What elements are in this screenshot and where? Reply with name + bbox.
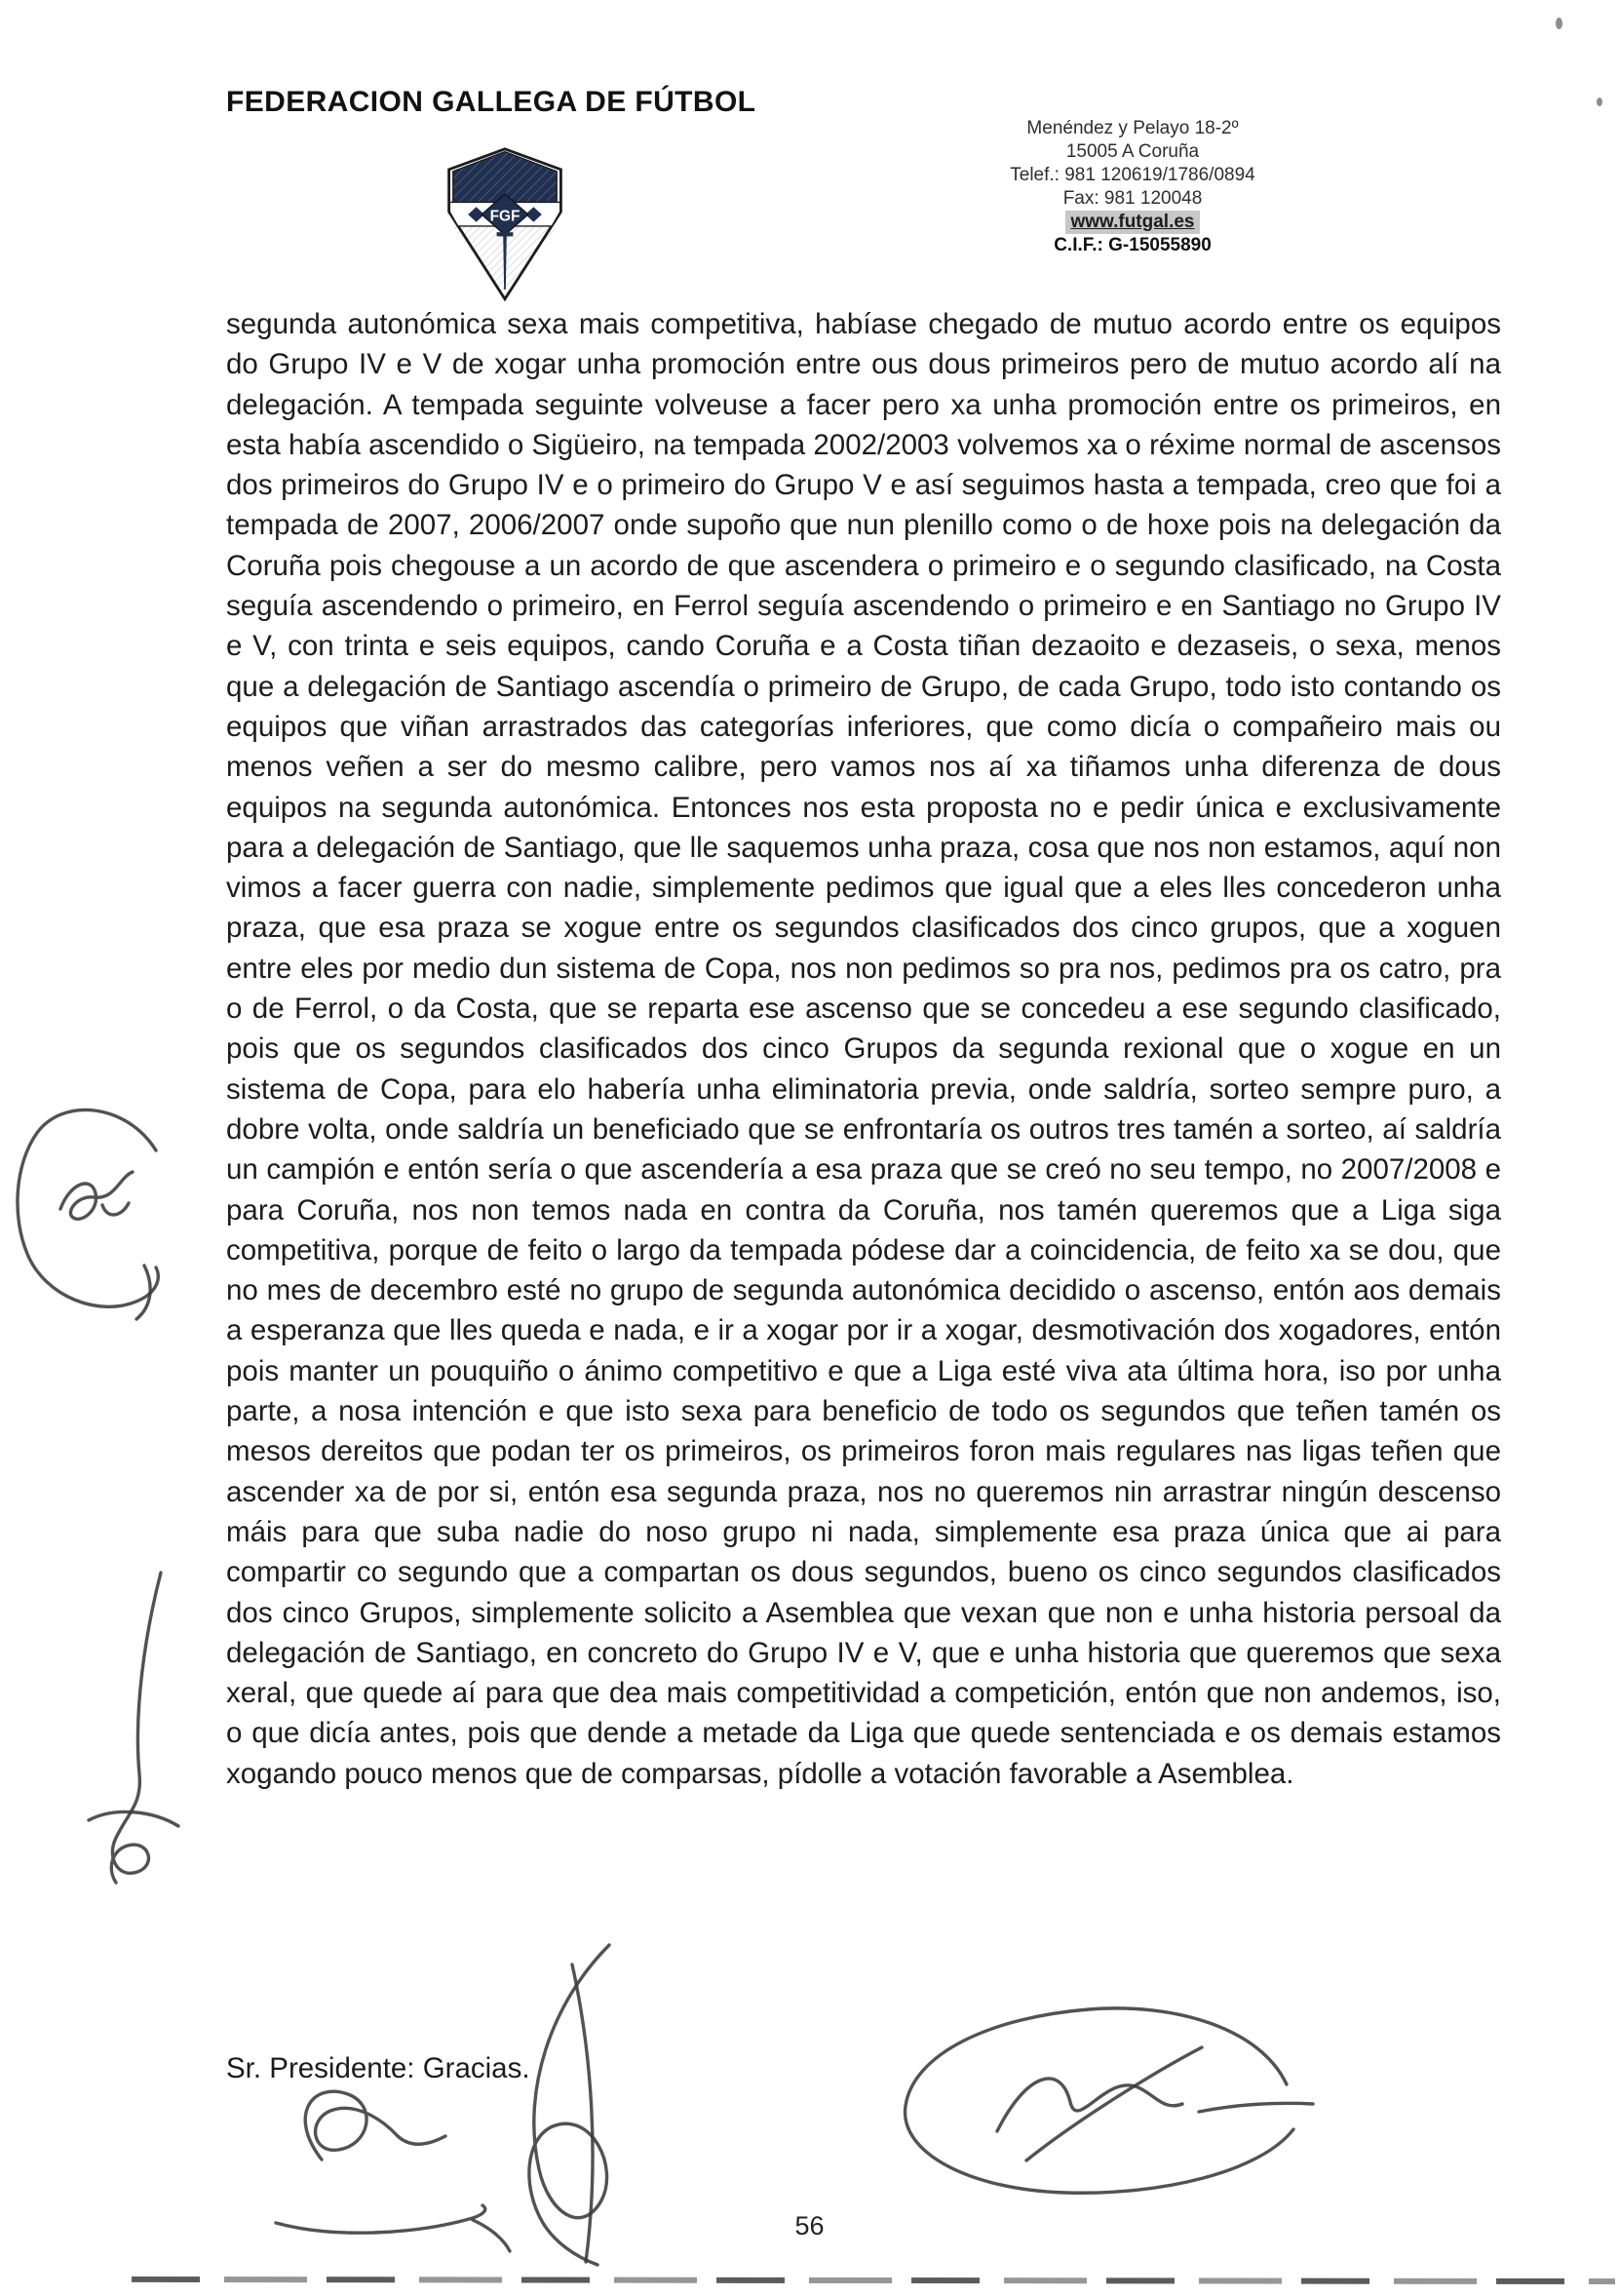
org-title: FEDERACION GALLEGA DE FÚTBOL [226,86,756,118]
phone-line: Telef.: 981 120619/1786/0894 [1010,165,1255,185]
scan-speck [1597,97,1602,106]
handwritten-signature-margin-flourish [63,1565,190,1896]
address-city: 15005 A Coruña [1065,141,1200,162]
contact-block [918,117,1347,257]
crest-shield-icon [437,146,573,303]
page-number: 56 [794,2211,825,2240]
transcript-paragraph: segunda autonómica sexa mais competitiva, habíase chegado de mutuo acordo entre os equipos do Grupo IV e V de xogar unha promoción entre ous dous primeiros pero de mutuo acordo alí na delegación. A tempada seguinte volveuse a facer pero xa unha promoción entre os primeiros, en esta había ascendido o Sigüeiro, na tempada 2002/2003 volvemos xa o réxime normal de ascensos dos primeiros do Grupo IV e o primeiro do Grupo V e así seguimos hasta a tempada, creo que foi a tempada de 2007, 2006/2007 onde supoño que nun plenillo como o de hoxe pois na delegación da Coruña pois chegouse a un acordo de que ascendera o primeiro e o segundo clasificado, na Costa seguía ascendendo o primeiro, en Ferrol seguía ascendendo o primeiro e en Santiago no Grupo IV e V, con trinta e seis equipos, cando Coruña e a Costa tiñan dezaoito e dezaseis, o sexa, menos que a delegación de Santiago ascendía o primeiro de Grupo, de cada Grupo, todo isto contando os equipos que viñan arrastrados das categorías inferiores, que como dicía o compañeiro mais ou menos veñen a ser do mesmo calibre, pero vamos nos aí xa tiñamos unha diferenza de dous equipos na segunda autonómica. Entonces nos esta proposta no e pedir única e exclusivamente para a delegación de Santiago, que lle saquemos unha praza, cosa que nos non estamos, aquí non vimos a facer guerra con nadie, simplemente pedimos que igual que a eles lles concederon unha praza, que esa praza se xogue entre os segundos clasificados dos cinco grupos, que a xoguen entre eles por medio dun sistema de Copa, nos non pedimos so pra nos, pedimos pra os catro, pra o de Ferrol, o da Costa, que se reparta ese ascenso que se concedeu a ese segundo clasificado, pois que os segundos clasificados dos cinco Grupos da segunda rexional que o xogue en un sistema de Copa, para elo habería unha eliminatoria previa, onde saldría, sorteo sempre puro, a dobre volta, onde saldría un beneficiado que se enfrontaría os outros tres tamén a sorteo, aí saldría un campión e entón sería o que ascendería a esa praza que se creó no seu tempo, no 2007/2008 e para Coruña, nos non temos nada en contra da Coruña, nos tamén queremos que a Liga siga competitiva, porque de feito o largo da tempada pódese dar a coincidencia, de feito xa se dou, que no mes de decembro esté no grupo de segunda autonómica decidido o ascenso, entón aos demais a esperanza que lles queda e nada, e ir a xogar por ir a xogar, desmotivación dos xogadores, entón pois manter un pouquiño o ánimo competitivo e que a Liga esté viva ata última hora, iso por unha parte, a nosa intención e que isto sexa para beneficio de todo os segundos que teñen tamén os mesos dereitos que podan ter os primeiros, os primeiros foron mais regulares nas ligas teñen que ascender xa de por si, entón esa segunda praza, nos no queremos nin arrastrar ningún descenso máis para que suba nadie do noso grupo ni nada, simplemente esa praza única que ai para compartir co segundo que a compartan os dous segundos, bueno os cinco segundos clasificados dos cinco Grupos, simplemente solicito a Asemblea que vexan que non e unha historia persoal da delegación de Santiago, en concreto do Grupo IV e V, que e unha historia que queremos que sexa xeral, que quede aí para que dea mais competitividad a competición, entón que non andemos, iso, o que dicía antes, pois que dende a metade da Liga que quede sentenciada e os demais estamos xogando pouco menos que de comparsas, pídolle a votación favorable a Asemblea. [226,308,1501,1790]
website-text: www.futgal.es [1065,211,1199,234]
scan-artifact-line [132,2277,1615,2284]
fax-line: Fax: 981 120048 [1062,188,1203,209]
crest-initials: FGF [489,208,520,225]
handwritten-signature-secretary [882,1997,1321,2206]
cif-text: C.I.F.: G-15055890 [1054,235,1212,255]
federation-crest-logo [437,146,573,305]
scan-speck [1556,18,1562,29]
address-street: Menéndez y Pelayo 18-2º [1026,118,1239,138]
closing-line: Sr. Presidente: Gracias. [226,2052,530,2084]
handwritten-signature-margin-circled [10,1082,175,1321]
